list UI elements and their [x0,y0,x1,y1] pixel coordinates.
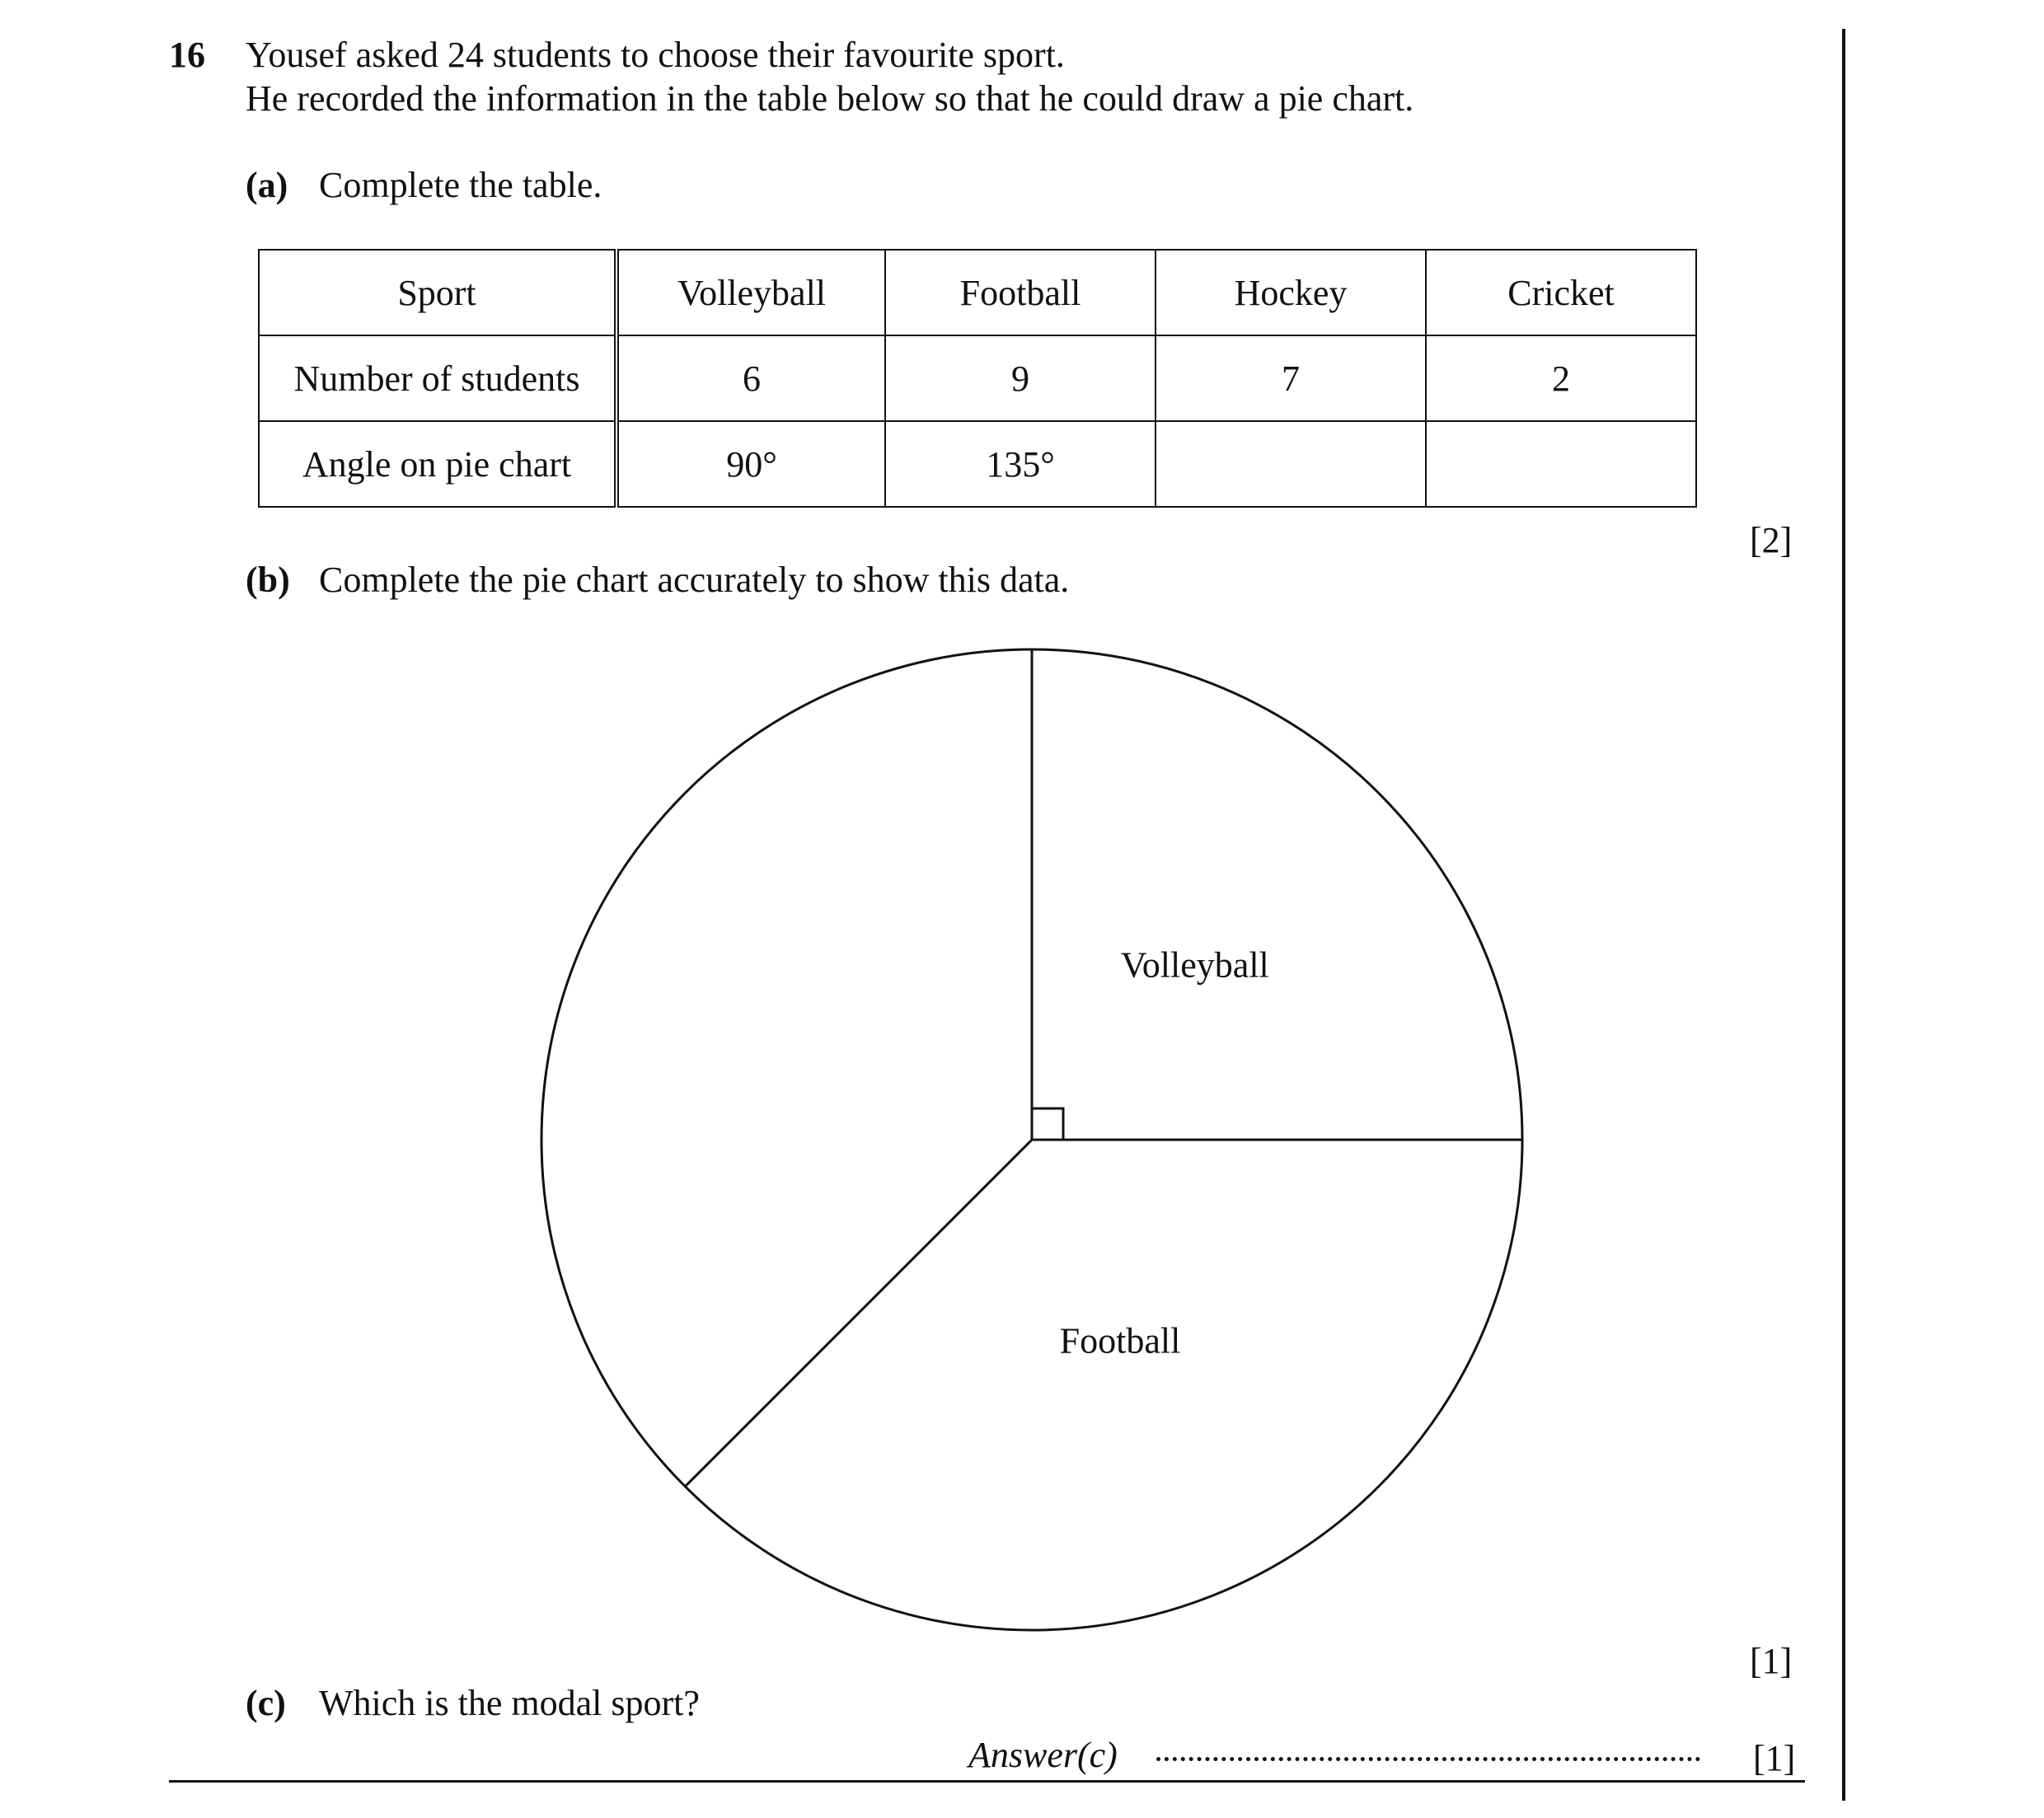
part-a-text: Complete the table. [319,165,602,205]
table-cell: Sport [259,250,616,335]
table-cell: 6 [616,335,885,421]
pie-slice-label-football: Football [1059,1320,1181,1361]
part-a-label: (a) [246,165,288,205]
question-number: 16 [169,35,205,75]
bottom-rule [169,1780,1805,1783]
table-cell: 2 [1426,335,1696,421]
table-cell: 9 [885,335,1156,421]
right-angle-marker [1032,1108,1063,1140]
question-line-1: Yousef asked 24 students to choose their favourite sport. [246,35,1065,75]
table-cell: 135° [885,421,1156,507]
table-cell: 7 [1156,335,1426,421]
part-c-label: (c) [246,1683,286,1723]
part-a-marks: [2] [1750,520,1793,560]
table-cell: Hockey [1156,250,1426,335]
table-cell: Volleyball [616,250,885,335]
part-b-marks: [1] [1750,1641,1793,1681]
answer-c-line[interactable] [1156,1757,1700,1761]
part-c-text: Which is the modal sport? [319,1683,700,1723]
table-cell: Number of students [259,335,616,421]
table-cell: Football [885,250,1156,335]
part-b-text: Complete the pie chart accurately to show this data. [319,560,1070,600]
part-b-label: (b) [246,560,290,600]
pie-radius-2 [685,1140,1032,1487]
table-cell: 90° [616,421,885,507]
answer-c-label: Answer(c) [968,1735,1118,1775]
margin-rule [1842,29,1845,1801]
question-line-2: He recorded the information in the table below so that he could draw a pie chart. [246,78,1414,119]
table-cell: Cricket [1426,250,1696,335]
pie-slice-label-volleyball: Volleyball [1120,944,1269,986]
table-cell: Angle on pie chart [259,421,616,507]
part-c-marks: [1] [1753,1738,1796,1778]
